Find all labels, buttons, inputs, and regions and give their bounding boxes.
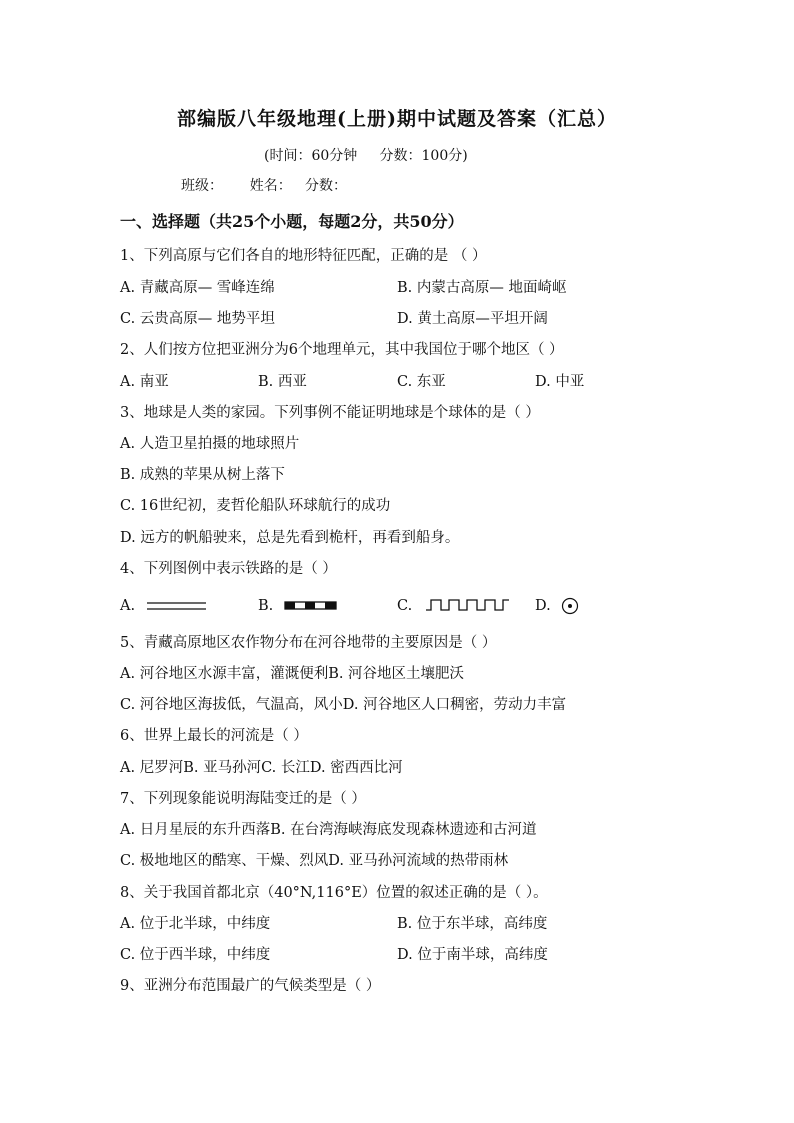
question-8-option-c: C. 位于西半球，中纬度: [120, 947, 271, 963]
question-3-stem: 3、地球是人类的家园。下列事例不能证明地球是个球体的是（ ）: [120, 405, 540, 421]
question-7-stem: 7、下列现象能说明海陆变迁的是（ ）: [120, 791, 366, 807]
section-heading: 一、选择题（共25个小题，每题2分，共50分）: [120, 212, 464, 231]
question-5-stem: 5、青藏高原地区农作物分布在河谷地带的主要原因是（ ）: [120, 635, 497, 651]
question-6-stem: 6、世界上最长的河流是（ ）: [120, 728, 308, 744]
question-1-option-b: B. 内蒙古高原— 地面崎岖: [397, 280, 567, 296]
question-4-stem: 4、下列图例中表示铁路的是（ ）: [120, 561, 337, 577]
boundary-wall-symbol: [425, 597, 511, 613]
question-1-option-d: D. 黄土高原—平坦开阔: [397, 311, 548, 327]
class-name-score-line: 班级： 姓名： 分数：: [181, 178, 348, 194]
question-7-options-ab: A. 日月星辰的东升西落B. 在台湾海峡海底发现森林遗迹和古河道: [120, 822, 537, 838]
question-3-option-b: B. 成熟的苹果从树上落下: [120, 467, 285, 483]
question-1-option-c: C. 云贵高原— 地势平坦: [120, 311, 275, 327]
question-8-option-a: A. 位于北半球，中纬度: [120, 916, 271, 932]
question-8-stem: 8、关于我国首都北京（40°N,116°E）位置的叙述正确的是（ ）。: [120, 885, 548, 901]
question-2-stem: 2、人们按方位把亚洲分为6个地理单元，其中我国位于哪个地区（ ）: [120, 342, 564, 358]
double-line-symbol: [146, 599, 208, 613]
capital-city-symbol: [561, 597, 579, 615]
railway-symbol: [284, 600, 338, 612]
question-4-option-b: B.: [258, 598, 274, 614]
question-7-options-cd: C. 极地地区的酷寒、干燥、烈风D. 亚马孙河流域的热带雨林: [120, 853, 509, 869]
question-4-option-a: A.: [120, 598, 136, 614]
exam-time-score: (时间：60分钟 分数：100分): [264, 148, 468, 164]
question-4-option-d: D.: [535, 598, 551, 614]
question-8-option-d: D. 位于南半球，高纬度: [397, 947, 548, 963]
question-3-option-c: C. 16世纪初，麦哲伦船队环球航行的成功: [120, 498, 391, 514]
page-title: 部编版八年级地理(上册)期中试题及答案（汇总）: [177, 108, 617, 130]
question-5-options-cd: C. 河谷地区海拔低，气温高，风小D. 河谷地区人口稠密，劳动力丰富: [120, 697, 567, 713]
question-4-option-c: C.: [397, 598, 413, 614]
question-9-stem: 9、亚洲分布范围最广的气候类型是（ ）: [120, 978, 381, 994]
question-3-option-d: D. 远方的帆船驶来，总是先看到桅杆，再看到船身。: [120, 530, 460, 546]
question-8-option-b: B. 位于东半球，高纬度: [397, 916, 548, 932]
question-2-option-c: C. 东亚: [397, 374, 446, 390]
question-1-stem: 1、下列高原与它们各自的地形特征匹配，正确的是 （ ）: [120, 248, 487, 264]
question-5-options-ab: A. 河谷地区水源丰富，灌溉便利B. 河谷地区土壤肥沃: [120, 666, 465, 682]
question-2-option-b: B. 西亚: [258, 374, 307, 390]
question-1-option-a: A. 青藏高原— 雪峰连绵: [120, 280, 275, 296]
question-6-options: A. 尼罗河B. 亚马孙河C. 长江D. 密西西比河: [120, 760, 403, 776]
question-2-option-d: D. 中亚: [535, 374, 585, 390]
question-2-option-a: A. 南亚: [120, 374, 169, 390]
question-3-option-a: A. 人造卫星拍摄的地球照片: [120, 436, 300, 452]
